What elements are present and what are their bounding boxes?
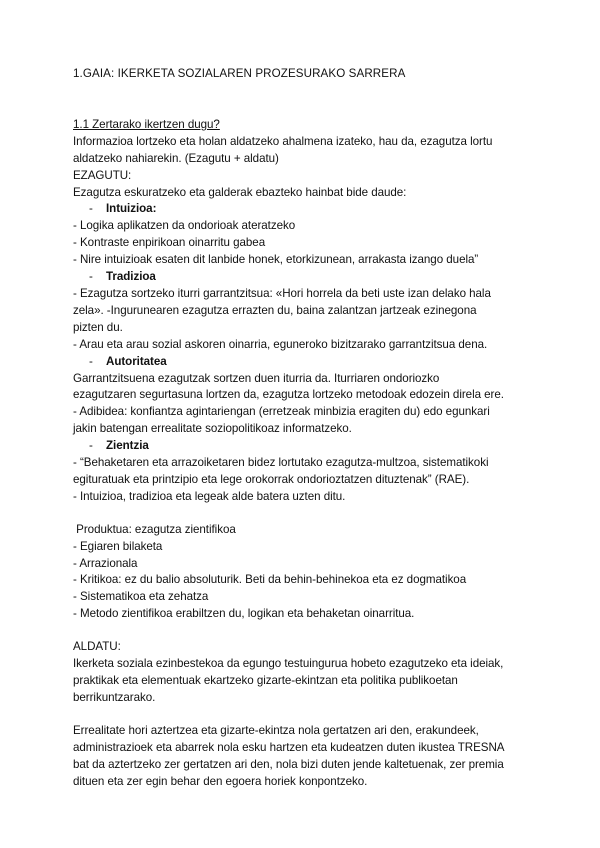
ezagutu-intro: Ezagutza eskuratzeko eta galderak ebazteko hainbat bide daude: [73, 185, 407, 199]
autoritatea-line: - Adibidea: konfiantza agintariengan (erretzeak minbizia eragiten du) edo egunkari [73, 405, 490, 419]
ezagutu-label: EZAGUTU: [73, 168, 132, 182]
produktua-line: - Sistematikoa eta zehatza [73, 590, 209, 604]
aldatu-paragraph-line: Ikerketa soziala ezinbestekoa da egungo testuingurua hobeto ezagutzeko eta ideiak, [73, 657, 504, 671]
bullet-dash: - [89, 270, 93, 284]
document-page [73, 66, 543, 790]
bullet-dash: - [89, 439, 93, 453]
tradizioa-line: - Ezagutza sortzeko iturri garrantzitsua: «Hori horrela da beti uste izan delako hala [73, 286, 491, 300]
bullet-dash: - [89, 354, 93, 368]
tradizioa-heading-label: Tradizioa [106, 270, 156, 284]
aldatu-paragraph-line: bat da aztertzeko zer gertatzen ari den, nola bizi duten jende kaltetuenak, zer premia [73, 757, 504, 771]
produktua-line: - Arrazionala [73, 556, 138, 570]
aldatu-label: ALDATU: [73, 640, 121, 654]
tradizioa-line: pizten du. [73, 320, 123, 334]
document-title: 1.GAIA: IKERKETA SOZIALAREN PROZESURAKO SARRERA [73, 67, 406, 80]
section-heading: 1.1 Zertarako ikertzen dugu? [73, 117, 220, 131]
autoritatea-line: Garrantzitsuena ezagutzak sortzen duen iturria da. Iturriaren ondoriozko [73, 371, 440, 385]
zientzia-heading [73, 438, 543, 455]
intuizioa-heading [73, 201, 543, 218]
zientzia-line: egituratuak eta printzipio eta lege orokorrak ondorioztatzen dituztenak” (RAE). [73, 472, 470, 486]
intuizioa-line: - Logika aplikatzen da ondorioak ateratzeko [73, 219, 296, 233]
aldatu-paragraph-line: praktikak eta elementuak ekartzeko gizarte-ekintzan eta politika publikoetan [73, 674, 458, 687]
bullet-dash: - [89, 202, 93, 216]
intuizioa-line: - Kontraste enpirikoan oinarritu gabea [73, 236, 266, 250]
produktua-line: - Egiaren bilaketa [73, 539, 163, 553]
intro-line: Informazioa lortzeko eta holan aldatzeko ahalmena izateko, hau da, ezagutza lortu [73, 134, 493, 148]
zientzia-line: - “Behaketaren eta arrazoiketaren bidez lortutako ezagutza-multzoa, sistematikoki [73, 456, 489, 470]
produktua-line: - Kritikoa: ez du balio absoluturik. Beti da behin-behinekoa eta ez dogmatikoa [73, 573, 467, 587]
intro-line: aldatzeko nahiarekin. (Ezagutu + aldatu) [73, 151, 279, 165]
intuizioa-heading-label: Intuizioa: [106, 202, 157, 216]
tradizioa-heading [73, 269, 543, 286]
aldatu-paragraph-line: berrikuntzarako. [73, 690, 156, 704]
tradizioa-line: - Arau eta arau sozial askoren oinarria, eguneroko bizitzarako garrantzitsua dena. [73, 337, 488, 351]
autoritatea-heading-label: Autoritatea [106, 354, 167, 368]
zientzia-line: - Intuizioa, tradizioa eta legeak alde batera uzten ditu. [73, 489, 346, 503]
produktua-heading: Produktua: ezagutza zientifikoa [73, 522, 236, 536]
produktua-line: - Metodo zientifikoa erabiltzen du, logikan eta behaketan oinarritua. [73, 607, 415, 621]
intuizioa-line: - Nire intuizioak esaten dit lanbide honek, etorkizunean, arrakasta izango duela” [73, 253, 479, 267]
tradizioa-line: zela». -Ingurunearen ezagutza errazten du, baina zalantzan jartzeak ezinegona [73, 303, 477, 317]
aldatu-paragraph-line: administrazioek eta abarrek nola esku hartzen eta kudeatzen duten ikustea TRESNA [73, 740, 505, 754]
autoritatea-line: ezagutzaren segurtasuna lortzen da, ezagutza lortzeko metodoak edozein direla ere. [73, 388, 504, 402]
autoritatea-heading [73, 354, 543, 371]
aldatu-paragraph-line: dituen eta zer egin behar den egoera horiek konpontzeko. [73, 774, 368, 788]
zientzia-heading-label: Zientzia [106, 439, 149, 453]
autoritatea-line: jakin batengan errealitate soziopolitikoaz informatzeko. [73, 422, 352, 436]
aldatu-paragraph-line: Errealitate hori aztertzea eta gizarte-ekintza nola gertatzen ari den, erakundeek, [73, 723, 479, 737]
